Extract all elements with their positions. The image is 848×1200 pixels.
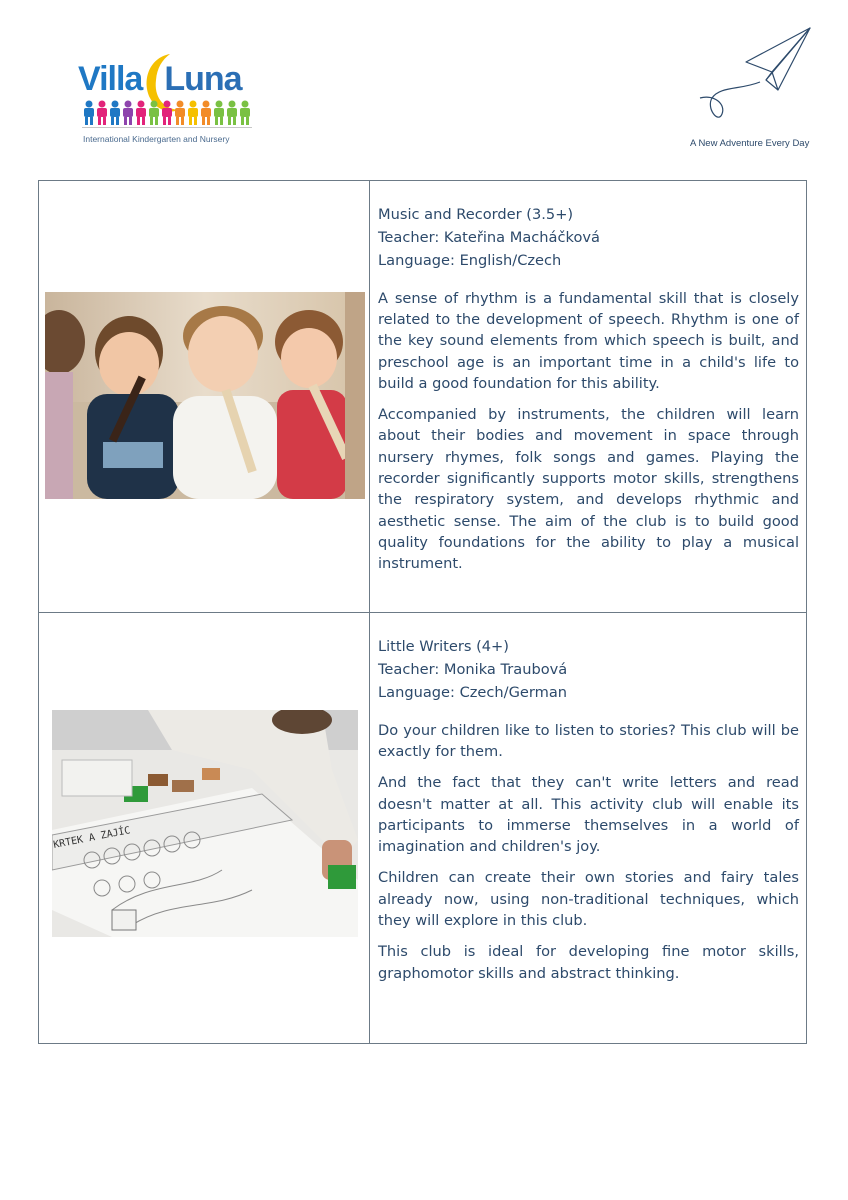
club-photo-cell <box>39 613 370 1043</box>
logo-word-luna: Luna <box>164 60 242 98</box>
tagline: A New Adventure Every Day <box>690 138 810 149</box>
children-playing-recorders-photo <box>45 292 365 499</box>
photo-paper-text: KRTEK A ZAJÍC <box>52 825 132 851</box>
child-stamping-paper-photo <box>52 710 358 937</box>
club-language: Language: Czech/German <box>378 684 568 702</box>
children-figures-icon <box>82 100 252 126</box>
club-row-writers <box>39 613 806 1043</box>
club-teacher: Teacher: Kateřina Macháčková <box>378 229 600 247</box>
club-paragraph: Children can create their own stories and fairy tales already now, using non-traditional techniques, which they will explore in this club. <box>378 869 799 929</box>
logo-subtitle: International Kindergarten and Nursery <box>83 134 230 144</box>
club-description-music <box>370 181 806 612</box>
logo-word-villa: Villa <box>78 60 143 98</box>
logo-divider <box>82 127 252 128</box>
club-row-music <box>39 181 806 613</box>
club-header <box>378 635 799 705</box>
club-title: Little Writers (4+) <box>378 638 509 655</box>
club-teacher: Teacher: Monika Traubová <box>378 661 568 679</box>
club-paragraph: Do your children like to listen to stories? This club will be exactly for them. <box>378 721 799 760</box>
club-paragraph: And the fact that they can't write letters and read doesn't matter at all. This activity club will enable its participants to immerse themselves in a world of imagination and children's joy. <box>378 774 799 856</box>
villa-luna-logo <box>78 52 278 152</box>
clubs-table <box>38 180 807 1044</box>
club-paragraph: Accompanied by instruments, the children will learn about their bodies and movement in space through nursery rhymes, folk songs and games. Playing the recorder significantly supports motor skills, strengthens the respiratory system, and develops rhythmic and aesthetic sense. The aim of the club is to build good quality foundations for the ability to play a musical instrument. <box>378 406 799 573</box>
club-title: Music and Recorder (3.5+) <box>378 206 574 223</box>
club-paragraph: A sense of rhythm is a fundamental skill that is closely related to the development of speech. Rhythm is one of the key sound elements from which speech is built, and preschool age is an important time in a child's life to build a good foundation for this ability. <box>378 289 799 392</box>
club-photo-cell <box>39 181 370 612</box>
paper-plane-icon <box>690 24 820 134</box>
club-header <box>378 203 799 273</box>
club-description-writers <box>370 613 806 1043</box>
club-language: Language: English/Czech <box>378 252 562 270</box>
club-paragraph: This club is ideal for developing fine motor skills, graphomotor skills and abstract thinking. <box>378 943 799 982</box>
